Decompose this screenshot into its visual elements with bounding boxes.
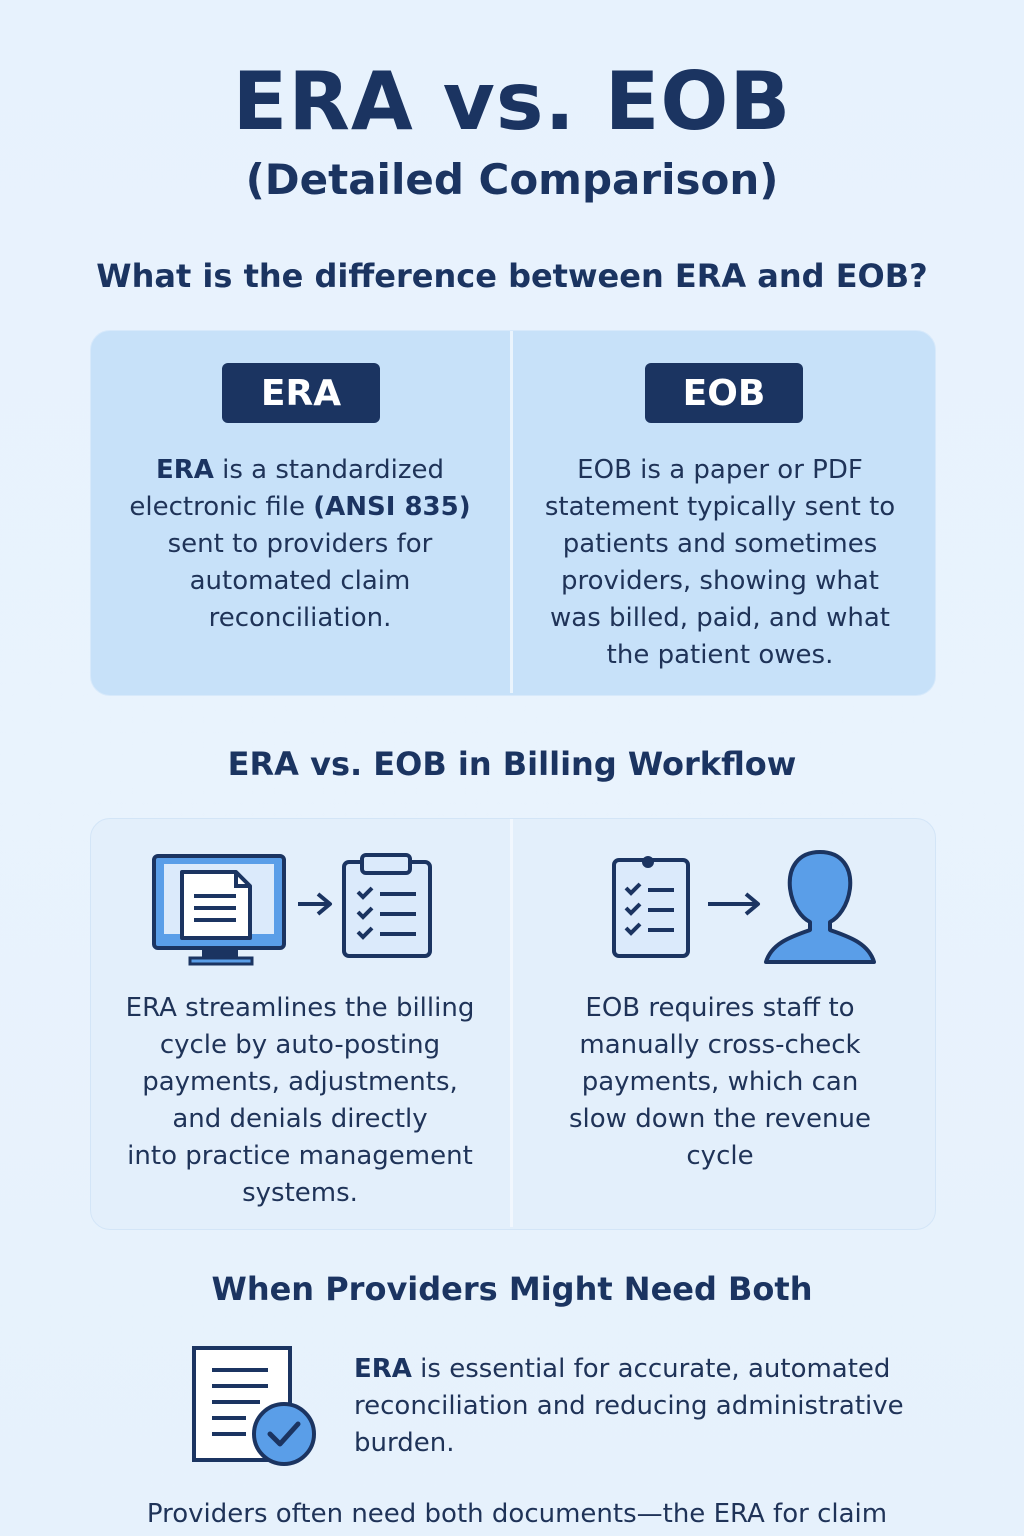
both-description-line: burden. bbox=[354, 1428, 455, 1458]
workflow-divider bbox=[510, 819, 513, 1227]
era-workflow-text bbox=[110, 990, 490, 1212]
era-definition-line: electronic file (ANSI 835) bbox=[129, 492, 471, 522]
eob-workflow-icons bbox=[608, 848, 880, 970]
eob-workflow-line: payments, which can bbox=[581, 1067, 859, 1097]
eob-badge: EOB bbox=[645, 363, 803, 423]
both-description-line: reconciliation and reducing administrative bbox=[354, 1391, 904, 1421]
era-workflow-line: cycle by auto-posting bbox=[159, 1030, 441, 1060]
eob-definition-line: the patient owes. bbox=[606, 640, 834, 670]
era-workflow-line: and denials directly bbox=[172, 1104, 428, 1134]
both-description-line: ERA is essential for accurate, automated bbox=[354, 1354, 891, 1384]
eob-workflow-text bbox=[530, 990, 910, 1175]
eob-definition-line: providers, showing what bbox=[561, 566, 879, 596]
era-badge: ERA bbox=[222, 363, 380, 423]
era-definition-line: reconciliation. bbox=[208, 603, 392, 633]
arrow-right-icon bbox=[708, 894, 758, 914]
eob-workflow-line: manually cross-check bbox=[579, 1030, 861, 1060]
arrow-right-icon bbox=[298, 894, 330, 914]
page-title: ERA vs. EOB bbox=[232, 55, 792, 148]
eob-workflow-line: cycle bbox=[686, 1141, 754, 1171]
era-definition-line: ERA is a standardized bbox=[155, 455, 445, 485]
both-footer: Providers often need both documents—the ERA for claim bbox=[146, 1499, 888, 1529]
era-definition-line: automated claim bbox=[189, 566, 411, 596]
eob-definition-line: statement typically sent to bbox=[544, 492, 896, 522]
era-workflow-line: payments, adjustments, bbox=[142, 1067, 458, 1097]
era-workflow-line: systems. bbox=[242, 1178, 358, 1208]
eob-definition-line: EOB is a paper or PDF bbox=[577, 455, 863, 485]
eob-definition bbox=[520, 452, 920, 674]
both-description bbox=[354, 1351, 914, 1462]
comparison-divider bbox=[510, 331, 513, 693]
difference-heading: What is the difference between ERA and EOB? bbox=[96, 257, 928, 295]
era-workflow-line: into practice management bbox=[127, 1141, 473, 1171]
workflow-heading: ERA vs. EOB in Billing Workflow bbox=[227, 745, 797, 783]
person-icon bbox=[766, 852, 874, 962]
eob-definition-line: patients and sometimes bbox=[562, 529, 878, 559]
era-workflow-icons bbox=[150, 850, 440, 970]
clipboard-checklist-icon bbox=[344, 855, 430, 956]
page-subtitle: (Detailed Comparison) bbox=[245, 155, 779, 204]
era-definition-line: sent to providers for bbox=[167, 529, 433, 559]
checklist-document-icon bbox=[614, 856, 688, 956]
document-check-icon bbox=[190, 1344, 320, 1468]
eob-definition-line: was billed, paid, and what bbox=[550, 603, 890, 633]
eob-workflow-line: EOB requires staff to bbox=[585, 993, 855, 1023]
eob-workflow-line: slow down the revenue bbox=[568, 1104, 871, 1134]
computer-monitor-document-icon bbox=[154, 856, 284, 964]
era-definition bbox=[100, 452, 500, 637]
both-heading: When Providers Might Need Both bbox=[211, 1270, 813, 1308]
era-workflow-line: ERA streamlines the billing bbox=[125, 993, 475, 1023]
